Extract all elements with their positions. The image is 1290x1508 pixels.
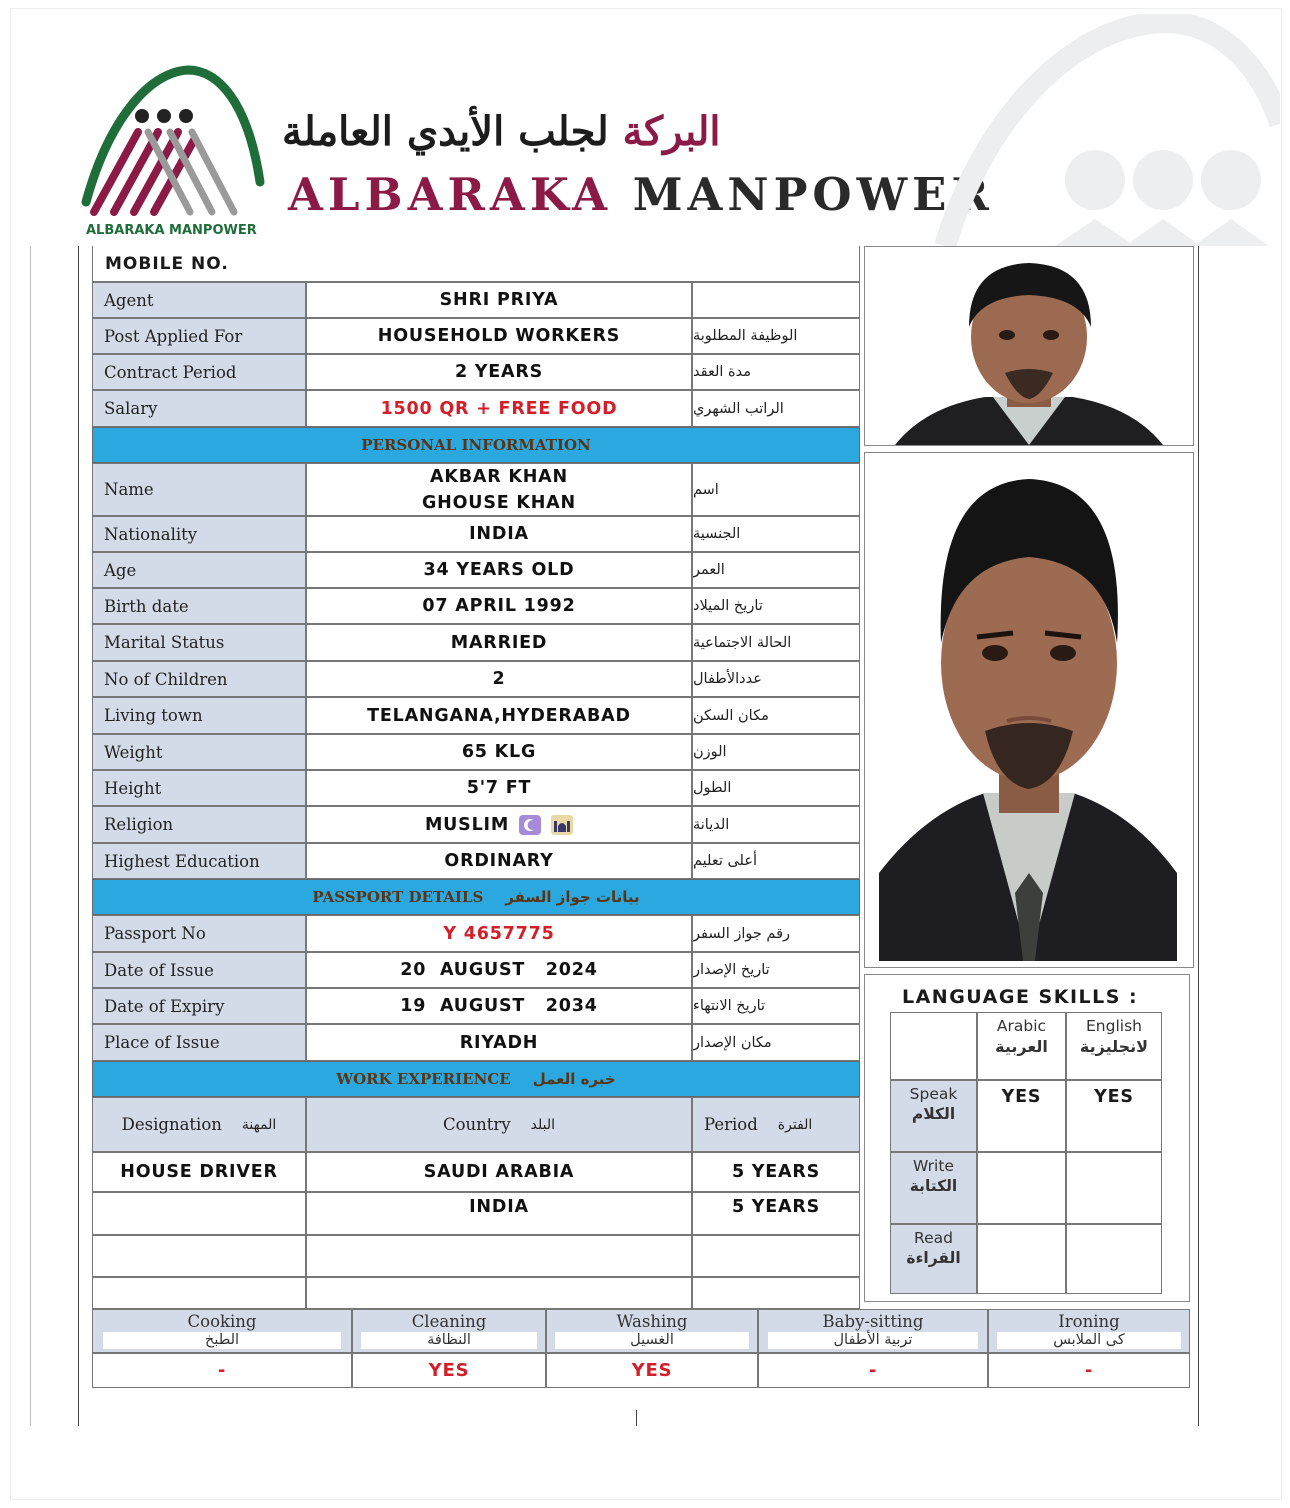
work-country-3 bbox=[306, 1235, 692, 1277]
skill-header-washing: Washing الغسيل bbox=[546, 1309, 758, 1353]
religion-label: Religion bbox=[92, 806, 306, 843]
marital-arabic: الحالة الاجتماعية bbox=[692, 624, 860, 661]
designation-header: Designation المهنة bbox=[92, 1097, 306, 1152]
birth-date-arabic: تاريخ الميلاد bbox=[692, 588, 860, 624]
mosque-icon bbox=[551, 815, 573, 835]
speak-row-label: Speak الكلام bbox=[890, 1080, 977, 1152]
skill-header-cleaning: Cleaning النظافة bbox=[352, 1309, 546, 1353]
work-designation-4 bbox=[92, 1277, 306, 1309]
skill-value-ironing: - bbox=[988, 1353, 1190, 1388]
contract-label: Contract Period bbox=[92, 354, 306, 390]
weight-label: Weight bbox=[92, 734, 306, 770]
skill-header-ironing: Ironing کی الملابس bbox=[988, 1309, 1190, 1353]
work-period-2: 5 YEARS bbox=[692, 1192, 860, 1235]
work-country-2: INDIA bbox=[306, 1192, 692, 1235]
write-row-label: Write الكتابة bbox=[890, 1152, 977, 1224]
work-designation-3 bbox=[92, 1235, 306, 1277]
work-designation-2 bbox=[92, 1192, 306, 1235]
country-header: Country البلد bbox=[306, 1097, 692, 1152]
marital-label: Marital Status bbox=[92, 624, 306, 661]
agent-label: Agent bbox=[92, 282, 306, 318]
logo-caption: ALBARAKA MANPOWER bbox=[86, 223, 257, 238]
living-town-arabic: مكان السكن bbox=[692, 697, 860, 734]
passport-no-value: Y 4657775 bbox=[306, 915, 692, 952]
work-country-4 bbox=[306, 1277, 692, 1309]
height-value: 5'7 FT bbox=[306, 770, 692, 806]
frame-line-left bbox=[78, 246, 79, 1426]
agent-arabic bbox=[692, 282, 860, 318]
issue-date-label: Date of Issue bbox=[92, 952, 306, 988]
education-arabic: أعلى تعليم bbox=[692, 843, 860, 879]
issue-date-value: 20 AUGUST 2024 bbox=[306, 952, 692, 988]
age-label: Age bbox=[92, 552, 306, 588]
language-header-blank bbox=[890, 1012, 977, 1080]
frame-line-right bbox=[1198, 246, 1199, 1426]
name-label: Name bbox=[92, 463, 306, 516]
skill-value-washing: YES bbox=[546, 1353, 758, 1388]
post-value: HOUSEHOLD WORKERS bbox=[306, 318, 692, 354]
nationality-value: INDIA bbox=[306, 516, 692, 552]
religion-arabic: الديانة bbox=[692, 806, 860, 843]
children-value: 2 bbox=[306, 661, 692, 697]
skill-header-babysitting: Baby-sitting تربية الأطفال bbox=[758, 1309, 988, 1353]
contract-arabic: مدة العقد bbox=[692, 354, 860, 390]
period-header: Period الفترة bbox=[692, 1097, 860, 1152]
marital-value: MARRIED bbox=[306, 624, 692, 661]
portrait-photo-small bbox=[864, 246, 1194, 446]
name-arabic: اسم bbox=[692, 463, 860, 516]
write-arabic-value bbox=[977, 1152, 1066, 1224]
passport-no-label: Passport No bbox=[92, 915, 306, 952]
religion-value: MUSLIM bbox=[306, 806, 692, 843]
height-label: Height bbox=[92, 770, 306, 806]
work-period-4 bbox=[692, 1277, 860, 1309]
english-column-header: English لانجليزية bbox=[1066, 1012, 1162, 1080]
children-label: No of Children bbox=[92, 661, 306, 697]
living-town-value: TELANGANA,HYDERABAD bbox=[306, 697, 692, 734]
salary-value: 1500 QR + FREE FOOD bbox=[306, 390, 692, 427]
expiry-date-label: Date of Expiry bbox=[92, 988, 306, 1024]
read-arabic-value bbox=[977, 1224, 1066, 1294]
speak-arabic-value: YES bbox=[977, 1080, 1066, 1152]
issue-date-arabic: تاريخ الإصدار bbox=[692, 952, 860, 988]
skill-value-babysitting: - bbox=[758, 1353, 988, 1388]
brand-name-arabic: البركة لجلب الأيدي العاملة bbox=[282, 108, 721, 155]
company-logo bbox=[78, 62, 268, 226]
work-designation-1: HOUSE DRIVER bbox=[92, 1152, 306, 1192]
brand-name-english: ALBARAKA MANPOWER bbox=[288, 168, 994, 221]
page-margin-line bbox=[30, 246, 31, 1426]
work-country-1: SAUDI ARABIA bbox=[306, 1152, 692, 1192]
watermark-logo bbox=[935, 14, 1280, 246]
arabic-column-header: Arabic العربية bbox=[977, 1012, 1066, 1080]
education-value: ORDINARY bbox=[306, 843, 692, 879]
portrait-photo-large bbox=[864, 452, 1194, 968]
salary-arabic: الراتب الشهري bbox=[692, 390, 860, 427]
work-period-1: 5 YEARS bbox=[692, 1152, 860, 1192]
work-experience-header: WORK EXPERIENCE خبره العمل bbox=[92, 1061, 860, 1097]
place-of-issue-value: RIYADH bbox=[306, 1024, 692, 1061]
expiry-date-arabic: تاريخ الانتهاء bbox=[692, 988, 860, 1024]
skill-value-cooking: - bbox=[92, 1353, 352, 1388]
nationality-arabic: الجنسية bbox=[692, 516, 860, 552]
speak-english-value: YES bbox=[1066, 1080, 1162, 1152]
contract-value: 2 YEARS bbox=[306, 354, 692, 390]
place-of-issue-arabic: مكان الإصدار bbox=[692, 1024, 860, 1061]
skill-header-cooking: Cooking الطبخ bbox=[92, 1309, 352, 1353]
name-value: AKBAR KHAN GHOUSE KHAN bbox=[306, 463, 692, 516]
birth-date-label: Birth date bbox=[92, 588, 306, 624]
expiry-date-value: 19 AUGUST 2034 bbox=[306, 988, 692, 1024]
children-arabic: عددالأطفال bbox=[692, 661, 860, 697]
passport-no-arabic: رقم جواز السفر bbox=[692, 915, 860, 952]
post-arabic: الوظيفة المطلوبة bbox=[692, 318, 860, 354]
salary-label: Salary bbox=[92, 390, 306, 427]
agent-value: SHRI PRIYA bbox=[306, 282, 692, 318]
age-arabic: العمر bbox=[692, 552, 860, 588]
weight-arabic: الوزن bbox=[692, 734, 860, 770]
living-town-label: Living town bbox=[92, 697, 306, 734]
read-english-value bbox=[1066, 1224, 1162, 1294]
age-value: 34 YEARS OLD bbox=[306, 552, 692, 588]
height-arabic: الطول bbox=[692, 770, 860, 806]
personal-info-header: PERSONAL INFORMATION bbox=[92, 427, 860, 463]
mobile-label: MOBILE NO. bbox=[92, 246, 860, 282]
birth-date-value: 07 APRIL 1992 bbox=[306, 588, 692, 624]
skill-value-cleaning: YES bbox=[352, 1353, 546, 1388]
language-skills-title: LANGUAGE SKILLS : bbox=[902, 986, 1139, 1008]
education-label: Highest Education bbox=[92, 843, 306, 879]
passport-details-header: PASSPORT DETAILS بيانات جواز السفر bbox=[92, 879, 860, 915]
post-label: Post Applied For bbox=[92, 318, 306, 354]
weight-value: 65 KLG bbox=[306, 734, 692, 770]
work-period-3 bbox=[692, 1235, 860, 1277]
write-english-value bbox=[1066, 1152, 1162, 1224]
crescent-icon bbox=[519, 815, 541, 835]
place-of-issue-label: Place of Issue bbox=[92, 1024, 306, 1061]
nationality-label: Nationality bbox=[92, 516, 306, 552]
footer-tick bbox=[636, 1410, 637, 1426]
read-row-label: Read القراءة bbox=[890, 1224, 977, 1294]
